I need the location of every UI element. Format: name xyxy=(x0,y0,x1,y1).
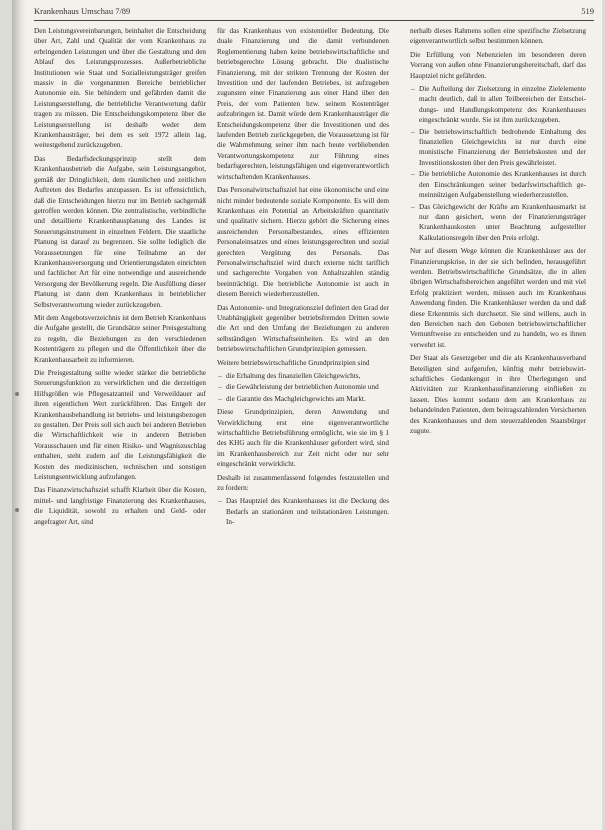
paragraph: Weitere betriebswirtschaftliche Grundprinzipien sind xyxy=(217,358,370,367)
binding-hole-mark xyxy=(15,392,19,396)
journal-title: Krankenhaus Umschau 7/89 xyxy=(34,6,131,16)
bullet-list xyxy=(410,84,586,243)
binding-hole-mark xyxy=(15,508,19,512)
paragraph: Den Leistungsvereinbarungen, beinhaltet die Entscheidung über Art, Zahl und Qualität der vom Krankenhaus zu erbringenden Leistungen und über die Gestaltung und den Ablauf des Leistungsprozesses. Außerbetriebliche Institutionen wie Staat und Sozialleistungsträger greifen massiv in die vorgenannten Bereiche betrieblicher Autonomie ein. Sie behindern und gefährden damit die Leistungserstellung, die betriebliche Verantwortung dafür tragen zu müssen. Die Entscheidungskompetenz über die Leistungserstellung ist deshalb weder dem Krankenhausträger, bei dem es seit 1972 allein lag, weitestgehend zurückzugeben. xyxy=(34,27,206,150)
header-rule xyxy=(34,20,594,21)
bullet-item: – Die betriebliche Autonomie des Krankenhauses ist durch den Einschränkungen seiner bedarfswirtschaftlich gemeinnützigen Aufgabenstellung wiederherzustellen. xyxy=(419,169,586,200)
paragraph: Das Bedarfsdeckungsprinzip stellt dem Krankenhausbetrieb die Aufgabe, sein Leistungsangebot, gemäß der Dringlichkeit, dem räumlichen und zeitlichen Auftreten des Bedarfes anzupassen. Es ist offensichtlich, daß die Entscheidungen hierzu nur im Betrieb sachgemäß getroffen werden können. Die zentralistische, verbindliche und detaillierte Krankenhausplanung des Landes ist Steuerungsinstrument in einzelnen Feldern. Die staatliche Planung ist darauf zu begrenzen. Sie sollte lediglich die Voraussetzungen für eine Teilnahme an der Krankenhausversorgung und Orientierungsdaten einrichten und fachlicher Art für eine notwendige und ausreichende Versorgung der Bevölkerung regeln. Die Ausfüllung dieser Planung ist dann dem Krankenhaus in betrieblicher Selbstverantwortung wieder zurückzugeben. xyxy=(34,154,206,309)
bullet-item: – Das Hauptziel des Krankenhauses ist die Deckung des Bedarfs an stationären und teilstationären Leistungen. In- xyxy=(226,496,389,527)
bullet-item: – Die Aufteilung der Zielsetzung in einzelne Zielelemente macht deutlich, daß in allen Teilbereichen der Entscheidungs- und Handlungskompetenz des Krankenhauses eingeschränkt wurde. Sie ist ihm zurückzugeben. xyxy=(419,84,586,126)
document-page xyxy=(12,0,602,830)
paragraph: Diese Grundprinzipien, deren Anwendung und Verwirklichung erst eine eigenverantwortliche wirtschaftliche Betriebsführung ermöglicht, wie sie im § 1 des KHG auch für die Krankenhäuser gefordert wird, sind im Krankenhausbereich zur Zeit nicht oder nur sehr eingeschränkt verwirklicht. xyxy=(217,408,389,469)
text-column-middle xyxy=(217,26,389,826)
bullet-list xyxy=(217,496,389,527)
paragraph: Mit dem Angebotsverzeichnis ist dem Betrieb Krankenhaus die Aufgabe gestellt, die Grundsätze seiner Preisgestaltung zu regeln, die Beziehungen zu den verschiedenen Kostenträgern zu pflegen und die Öffentlichkeit über die Krankenhausarbeit zu informieren. xyxy=(34,313,206,364)
text-column-right xyxy=(410,26,586,826)
paragraph: Das Personalwirtschaftsziel hat eine ökonomische und eine nicht minder bedeutende soziale Komponente. Es will dem Krankenhaus ein Potential an Arbeitskräften quantitativ und qualitativ sichern. Hierzu gehört die Sicherung eines ausreichenden Personalbestandes, eines effizienten Personaleinsatzes und eines leistungsgerechten und sozial gerechten Vergütung des Personals. Das Personalwirtschaftsziel wird durch externe nicht tariflich und sachgerechte Vorgaben von Anhaltszahlen ständig beeinträchtigt. Die betriebliche Autonomie ist auch in diesem Bereich wiederherzustellen. xyxy=(217,186,389,299)
bullet-item: – Die betriebswirtschaftlich bedrohende Einhaltung des finanziellen Gleichgewichts ist nur durch eine monistische Finanzierung der Betriebskosten und der Investitionskosten über den Preis gewährleistet. xyxy=(419,127,586,169)
bullet-item: – Das Gleichgewicht der Kräfte am Krankenhausmarkt ist nur dann gesichert, wenn der Finanzierungsträger Krankenhauskosten unter Beachtung aufgestellter Kalkulationsregeln über den Preis erfolgt. xyxy=(419,202,586,244)
paragraph: Deshalb ist zusammenfassend folgendes festzustellen und zu fordern: xyxy=(217,473,389,493)
paragraph: Nur auf diesem Wege können die Krankenhäuser aus der Finanzierungskrise, in der sie sich befinden, herausgeführt werden. Betriebswirtschaftliche Grundsätze, die in allen übrigen Wirtschaftsbereichen angeführt werden und mit viel Erfolg praktiziert werden, müssen auch im Krankenhaus Anwendung finden. Die Krankenhäuser werden da und daß diese Erkenntnis sich durchsetzt. Sie sind willens, auch in den Bereichen nach den Geboten betriebswirtschaftlicher Vernunftweise zu entscheiden und zu handeln, wo es ihnen verwehrt ist. xyxy=(410,247,586,349)
bullet-item: – die Garantie des Machgleichgewichts am Markt. xyxy=(226,394,389,404)
binding-shadow xyxy=(12,0,26,830)
paragraph: Der Staat als Gesetzgeber und die als Krankenhausverband Beteiligten sind aufgerufen, künftig mehr betriebswirtschaftliches Gedankengut in ihre Überlegungen und Aktivitäten zur Krankenhausfinanzierung einfließen zu lassen. Dies kommt sodann dem am Krankenhaus zu behandelnden Patienten, dem beitragszahlenden Versicherten des Krankenhauses und dem steuerzahlenden Staatsbürger zugute. xyxy=(410,354,586,436)
paragraph: für das Krankenhaus von existentieller Bedeutung. Die duale Finanzierung und die damit verbundenen Reglementierung haben keine betriebswirtschaftliche und betriebsgerechte Lösung gebracht. Die dualistische Finanzierung, mit der strikten Trennung der Kosten der Investition und der laufenden Betriebes, ist aufzugeben zugunsten einer Finanzierung aus einer Hand über den Preis, der vom Patienten bzw. seinem Kostenträger aufzubringen ist. Damit würde dem Krankenhausträger die Entscheidungskompetenz über die Investitionen und des laufenden Betrieb zurückgegeben, die Voraussetzung ist für die Wahrnehmung seiner ihm nach heute verbliebenden Verantwortungskompetenz zur Führung eines bedarfsgerechten, leistungsfähigen und eigenverantwortlich wirtschaftenden Krankenhauses. xyxy=(217,27,389,181)
paragraph: Die Preisgestaltung sollte wieder stärker die betriebliche Steuerungsfunktion zu verwirklichen und die derzeitigen Hilfsgrößen wie Pflegesatzanteil und Verweildauer auf ihren eigentlichen Wert zurückführen. Das Entgelt der Krankenhausbehandlung ist betriebs- und leistungsbezogen zu gestalten. Der Preis soll sich auch bei anderen Betrieben die Wirtschaftlichkeit wie in anderen Betrieben Vorausschauen und für einen Risiko- und Wagniszuschlag enthalten, steht zudem auf die Leistungsfähigkeit die Kosten des medizinischen, technischen und sonstigen Leistungsentwicklung aufzufangen. xyxy=(34,369,206,482)
bullet-item: – die Gewährleistung der betrieblichen Autonomie und xyxy=(226,382,389,392)
paragraph: Die Erfüllung von Nebenzielen im besonderen deren Vorrang von außen ohne Finanzierungsbereitschaft, darf das Hauptziel nicht gefährden. xyxy=(410,50,586,80)
bullet-list xyxy=(217,371,389,404)
text-column-left xyxy=(34,26,206,826)
paragraph: Das Finanzwirtschaftsziel schafft Klarheit über die Kosten, mittel- und langfristige Finanzierung des Krankenhauses, die Liquidität, sowohl zu erhalten und Geld- oder angefragter Art, sind xyxy=(34,486,206,526)
paragraph: Das Autonomie- und Integrationsziel definiert den Grad der Unabhängigkeit gegenüber betriebsfremden Dritten sowie die Art und den Umfang der Beziehungen zu anderen selbständigen Wirtschaftseinheiten. Es wird an den betriebswirtschaftlichen Grundprinzipien gemessen. xyxy=(217,303,389,354)
paragraph: nerhalb dieses Rahmens sollen eine spezifische Zielsetzung eigenverantwortlich selbst bestimmen können. xyxy=(410,27,586,46)
page-number: 519 xyxy=(581,6,594,16)
running-header xyxy=(34,6,594,20)
bullet-item: – die Erhaltung des finanziellen Gleichgewichts, xyxy=(226,371,389,381)
